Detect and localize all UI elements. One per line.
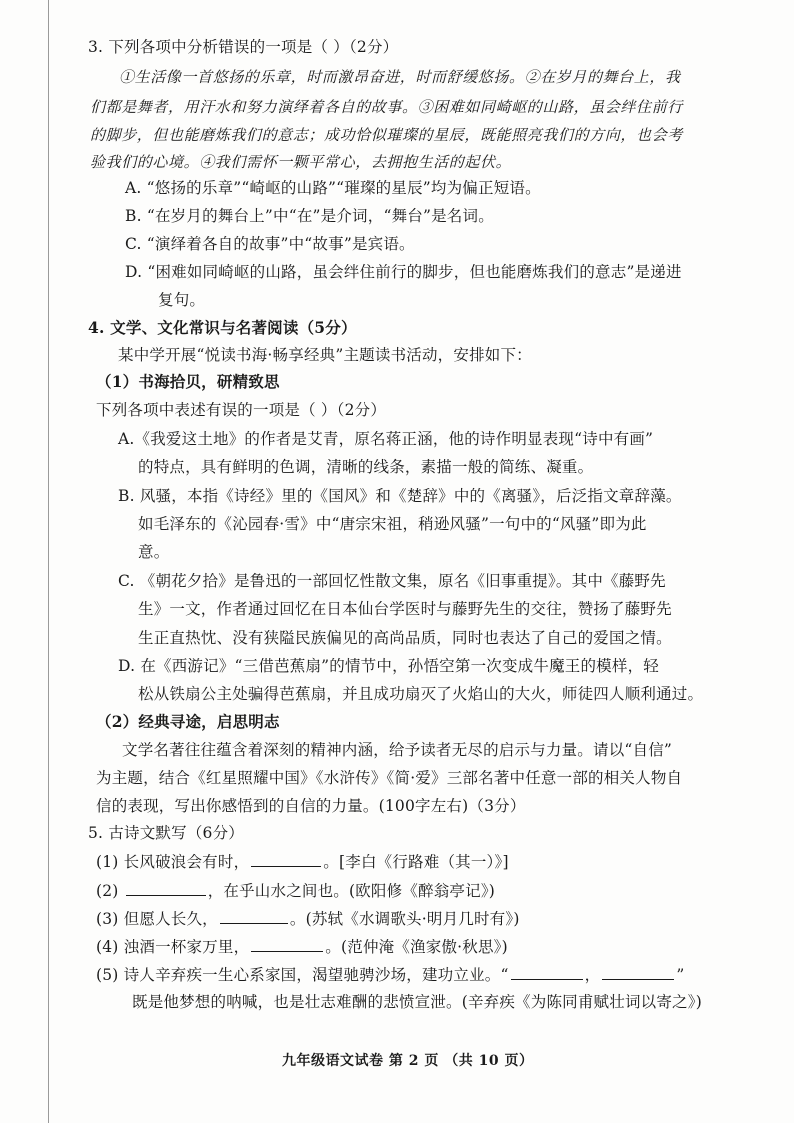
binding-margin-line bbox=[48, 0, 49, 1123]
q3-passage-line-2: 们都是舞者，用汗水和努力演绎着各自的故事。③困难如同崎岖的山路，虽会绊住前行 bbox=[90, 98, 683, 116]
q3-option-d-cont: 复句。 bbox=[158, 291, 206, 309]
q4-part1-line-10: 松从铁扇公主处骗得芭蕉扇，并且成功扇灭了火焰山的大火，师徒四人顺利通过。 bbox=[138, 685, 704, 703]
q5-item-5-blank-2[interactable] bbox=[602, 963, 674, 980]
q3-passage-line-1: ①生活像一首悠扬的乐章，时而激昂奋进，时而舒缓悠扬。②在岁月的舞台上，我 bbox=[119, 68, 681, 86]
q5-item-5-cont: 既是他梦想的呐喊，也是壮志难酬的悲愤宣泄。(辛弃疾《为陈同甫赋壮词以寄之》) bbox=[132, 993, 702, 1011]
q5-title: 5. 古诗文默写（6分） bbox=[88, 824, 244, 842]
q4-part2-heading: （2）经典寻途，启思明志 bbox=[96, 712, 280, 731]
q5-item-4-post: 。(范仲淹《渔家傲·秋思》) bbox=[325, 938, 508, 956]
q4-intro: 某中学开展“悦读书海·畅享经典”主题读书活动，安排如下： bbox=[118, 346, 532, 364]
q3-option-b: B. “在岁月的舞台上”中“在”是介词，“舞台”是名词。 bbox=[125, 207, 494, 225]
q3-stem: 3. 下列各项中分析错误的一项是（ ）（2分） bbox=[88, 38, 399, 56]
page-footer: 九年级语文试卷 第 2 页 （共 10 页） bbox=[282, 1053, 534, 1069]
q5-item-1-blank[interactable] bbox=[251, 850, 321, 867]
q4-part1-line-5: 意。 bbox=[138, 543, 170, 561]
q3-passage-line-3: 的脚步，但也能磨炼我们的意志；成功恰似璀璨的星辰，既能照亮我们的方向，也会考 bbox=[90, 126, 683, 144]
q4-part2-line-1: 文学名著往往蕴含着深刻的精神内涵，给予读者无尽的启示与力量。请以“自信” bbox=[122, 741, 673, 759]
q5-item-5-blank-1[interactable] bbox=[511, 963, 583, 980]
q5-item-5-pre: (5) 诗人辛弃疾一生心系家国，渴望驰骋沙场，建功立业。“ bbox=[96, 966, 509, 984]
q5-item-2-pre: (2) bbox=[96, 882, 124, 900]
q5-item-5-post: ” bbox=[676, 966, 685, 984]
q5-item-3-blank[interactable] bbox=[220, 907, 288, 924]
q5-item-2-post: ，在乎山水之间也。(欧阳修《醉翁亭记》) bbox=[207, 882, 496, 900]
q4-part1-line-2: 的特点，具有鲜明的色调，清晰的线条，素描一般的简练、凝重。 bbox=[138, 458, 594, 476]
q5-item-2 bbox=[96, 879, 495, 902]
q5-item-4-blank[interactable] bbox=[251, 935, 323, 952]
q5-item-1 bbox=[96, 850, 509, 873]
q4-part1-line-3: B. 风骚，本指《诗经》里的《国风》和《楚辞》中的《离骚》，后泛指文章辞藻。 bbox=[118, 487, 682, 505]
q4-part1-stem: 下列各项中表述有误的一项是（ ）（2分） bbox=[96, 401, 387, 419]
q4-part1-line-8: 生正直热忱、没有狭隘民族偏见的高尚品质，同时也表达了自己的爱国之情。 bbox=[138, 629, 672, 647]
q5-item-5-mid: ， bbox=[584, 966, 601, 984]
q5-item-1-pre: (1) 长风破浪会有时， bbox=[96, 853, 250, 871]
q5-item-3 bbox=[96, 907, 520, 930]
q5-item-1-post: 。[李白《行路难（其一）》] bbox=[323, 853, 509, 871]
q4-part2-line-2: 为主题，结合《红星照耀中国》《水浒传》《简·爱》三部名著中任意一部的相关人物自 bbox=[96, 769, 683, 787]
q3-passage-line-4: 验我们的心境。④我们需怀一颗平常心，去拥抱生活的起伏。 bbox=[90, 153, 512, 171]
q5-item-4 bbox=[96, 935, 508, 958]
q4-title: 4. 文学、文化常识与名著阅读（5分） bbox=[88, 318, 357, 337]
q5-item-3-pre: (3) 但愿人长久， bbox=[96, 910, 218, 928]
q4-part1-line-6: C. 《朝花夕拾》是鲁迅的一部回忆性散文集，原名《旧事重提》。其中《藤野先 bbox=[118, 572, 666, 590]
q5-item-4-pre: (4) 浊酒一杯家万里， bbox=[96, 938, 250, 956]
q4-part1-line-1: A.《我爱这土地》的作者是艾青，原名蒋正涵，他的诗作明显表现“诗中有画” bbox=[118, 430, 654, 448]
q5-item-5 bbox=[96, 963, 684, 986]
q4-part1-line-9: D. 在《西游记》“三借芭蕉扇”的情节中，孙悟空第一次变成牛魔王的模样，轻 bbox=[118, 657, 659, 675]
q4-part2-line-3: 信的表现，写出你感悟到的自信的力量。(100字左右)（3分） bbox=[96, 797, 526, 815]
q4-part1-line-7: 生》一文，作者通过回忆在日本仙台学医时与藤野先生的交往，赞扬了藤野先 bbox=[138, 600, 672, 618]
q4-part1-heading: （1）书海拾贝，研精致思 bbox=[96, 372, 280, 391]
q3-option-c: C. “演绎着各自的故事”中“故事”是宾语。 bbox=[125, 235, 415, 253]
q4-part1-line-4: 如毛泽东的《沁园春·雪》中“唐宗宋祖，稍逊风骚”一句中的“风骚”即为此 bbox=[138, 515, 647, 533]
q5-item-2-blank[interactable] bbox=[126, 879, 206, 896]
q5-item-3-post: 。(苏轼《水调歌头·明月几时有》) bbox=[289, 910, 520, 928]
q3-option-a: A. “悠扬的乐章”“崎岖的山路”“璀璨的星辰”均为偏正短语。 bbox=[125, 179, 541, 197]
q3-option-d: D. “困难如同崎岖的山路，虽会绊住前行的脚步，但也能磨炼我们的意志”是递进 bbox=[125, 263, 682, 281]
